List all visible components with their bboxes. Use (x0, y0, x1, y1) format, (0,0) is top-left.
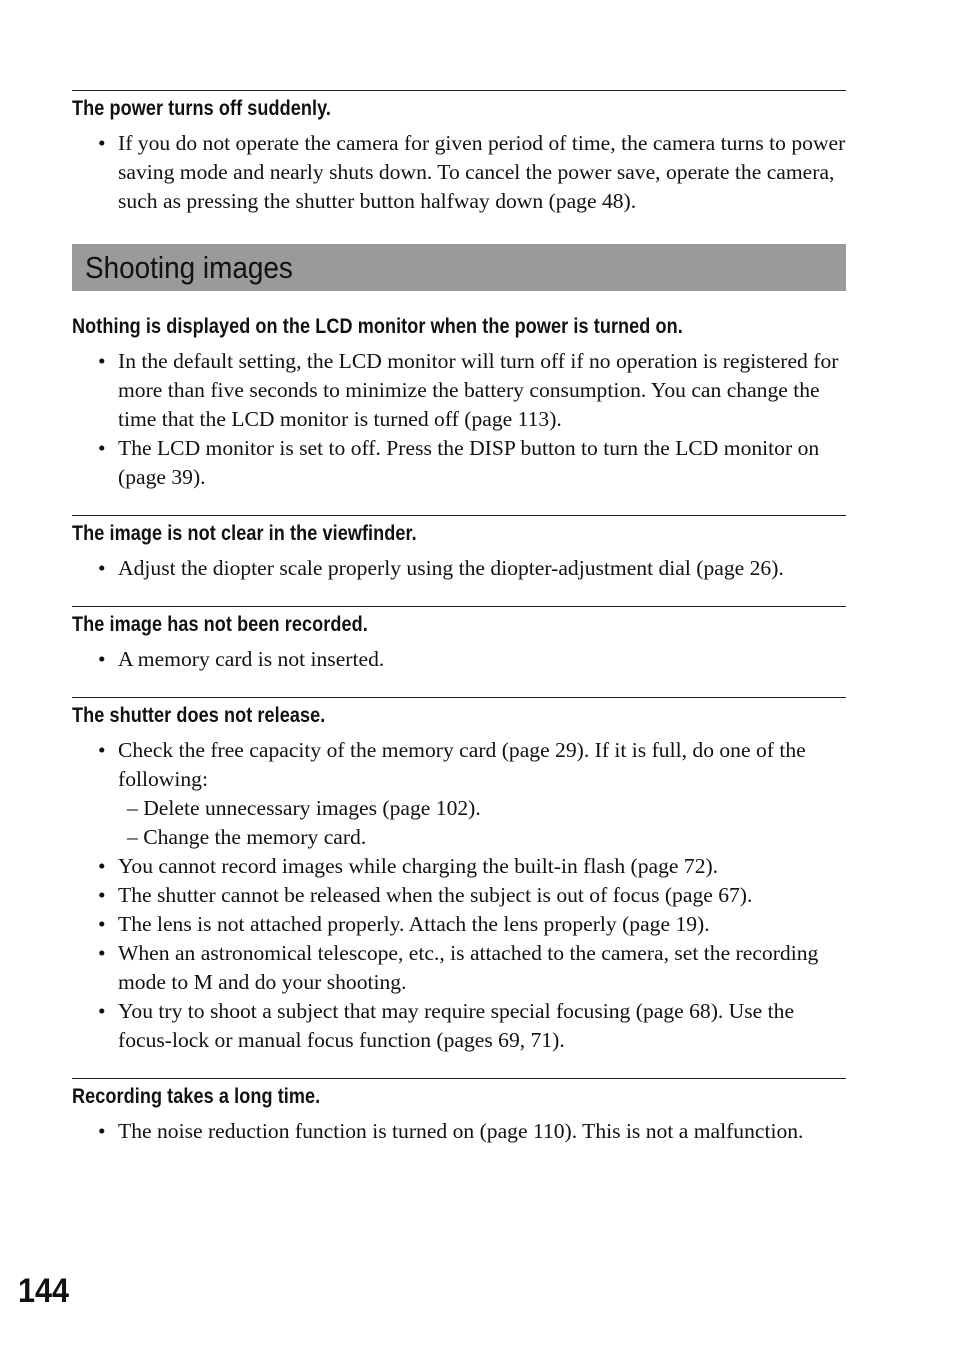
topic-heading: The image is not clear in the viewfinder. (72, 522, 417, 545)
bullet-list (72, 129, 846, 216)
list-item: • The shutter cannot be released when the subject is out of focus (page 67). (72, 881, 846, 910)
section-header (72, 244, 846, 291)
bullet: • (98, 941, 106, 965)
divider (72, 1078, 846, 1079)
bullet: • (98, 131, 106, 155)
bullet: • (98, 854, 106, 878)
topic-not-recorded (72, 606, 846, 674)
divider (72, 90, 846, 91)
bullet: • (98, 999, 106, 1023)
topic-heading: The image has not been recorded. (72, 613, 368, 636)
list-item: • A memory card is not inserted. (72, 645, 846, 674)
list-item: • Adjust the diopter scale properly using the diopter-adjustment dial (page 26). (72, 554, 846, 583)
bullet: • (98, 349, 106, 373)
divider (72, 515, 846, 516)
list-item: • The LCD monitor is set to off. Press the DISP button to turn the LCD monitor on (page 39). (98, 436, 820, 489)
list-item: • You try to shoot a subject that may require special focusing (page 68). Use the focus-lock or manual focus function (pages 69, 71). (98, 999, 795, 1052)
list-item: • If you do not operate the camera for given period of time, the camera turns to power saving mode and nearly shuts down. To cancel the power save, operate the camera, such as pressing the shutter button halfway down (page 48). (98, 131, 846, 213)
sub-item: – Change the memory card. (127, 825, 367, 849)
list-item: • In the default setting, the LCD monitor will turn off if no operation is registered for more than five seconds to minimize the battery consumption. You can change the time that the LCD monitor is turned off (page 113). (98, 349, 839, 431)
section-title: Shooting images (85, 250, 293, 285)
bullet: • (98, 912, 106, 936)
bullet-list (72, 554, 846, 583)
topic-lcd-blank (72, 313, 846, 492)
bullet-list (72, 1117, 846, 1146)
list-item: • The noise reduction function is turned on (page 110). This is not a malfunction. (72, 1117, 846, 1146)
topic-long-recording (72, 1078, 846, 1146)
bullet-list (72, 736, 846, 794)
bullet: • (98, 647, 106, 671)
divider (72, 697, 846, 698)
bullet-list (72, 347, 846, 492)
topic-heading: The power turns off suddenly. (72, 97, 332, 120)
list-item: • You cannot record images while charging the built-in flash (page 72). (72, 852, 846, 881)
topic-power-off (72, 90, 846, 216)
list-item: • Check the free capacity of the memory card (page 29). If it is full, do one of the following: (98, 738, 806, 791)
bullet: • (98, 738, 106, 762)
bullet-list (72, 645, 846, 674)
manual-page (72, 90, 846, 1169)
bullet: • (98, 1119, 106, 1143)
topic-heading: Nothing is displayed on the LCD monitor when the power is turned on. (72, 315, 683, 338)
topic-viewfinder (72, 515, 846, 583)
page-number: 144 (18, 1272, 70, 1310)
bullet: • (98, 436, 106, 460)
divider (72, 606, 846, 607)
bullet-list (72, 852, 846, 1055)
list-item: • When an astronomical telescope, etc., is attached to the camera, set the recording mode to M and do your shooting. (98, 941, 819, 994)
topic-heading: Recording takes a long time. (72, 1085, 321, 1108)
list-item: • The lens is not attached properly. Attach the lens properly (page 19). (72, 910, 846, 939)
bullet: • (98, 556, 106, 580)
topic-shutter (72, 697, 846, 1055)
topic-heading: The shutter does not release. (72, 704, 326, 727)
bullet: • (98, 883, 106, 907)
sub-item: – Delete unnecessary images (page 102). (127, 796, 481, 820)
